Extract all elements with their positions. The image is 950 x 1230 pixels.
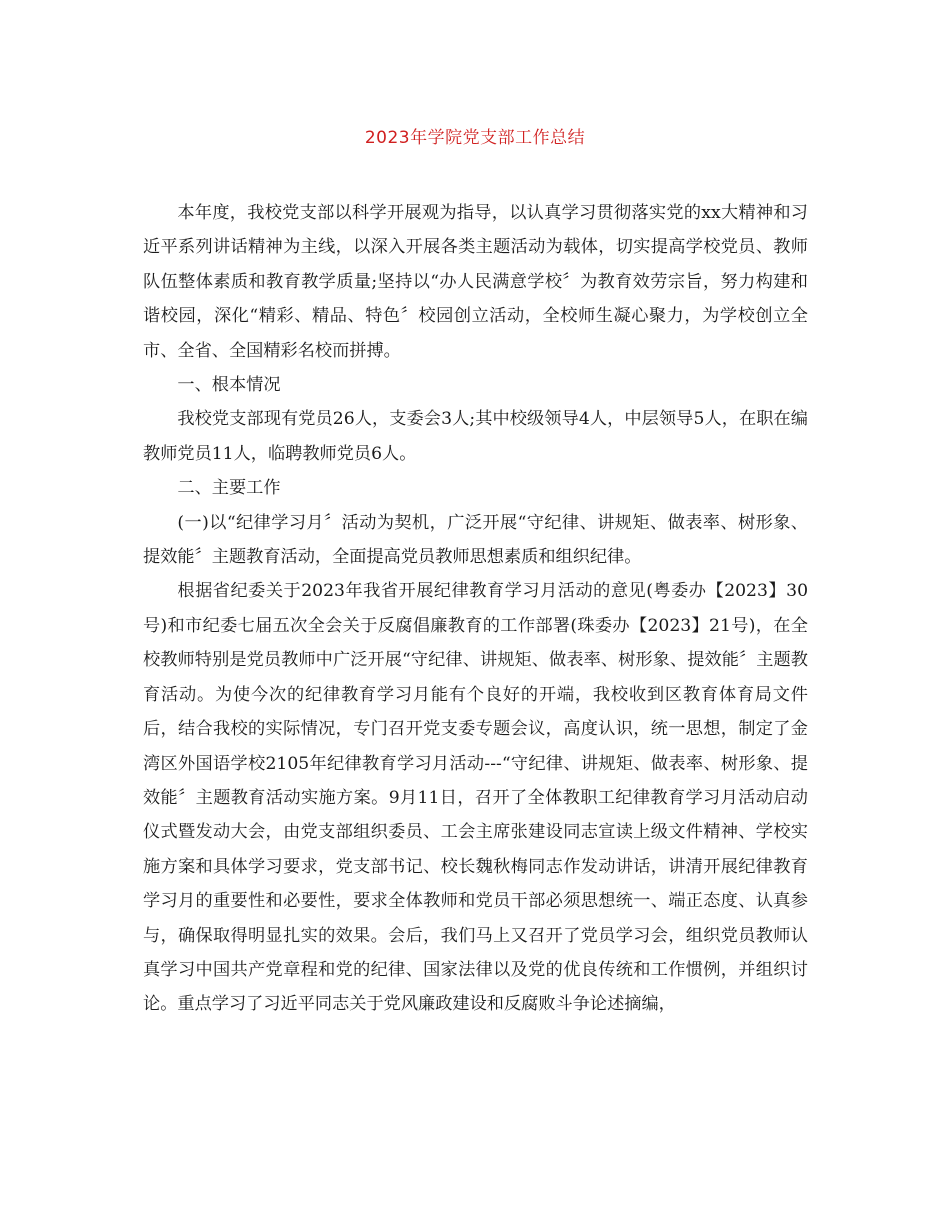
paragraph-intro: 本年度，我校党支部以科学开展观为指导，以认真学习贯彻落实党的xx大精神和习近平系列讲话精神为主线，以深入开展各类主题活动为载体，切实提高学校党员、教师队伍整体素质和教育教学质量;坚持以“办人民满意学校〞为教育效劳宗旨，努力构建和谐校园，深化“精彩、精品、特色〞校园创立活动，全校师生凝心聚力，为学校创立全市、全省、全国精彩名校而拼搏。 (143, 203, 808, 361)
subsection-heading-discipline-month: (一)以“纪律学习月〞活动为契机，广泛开展“守纪律、讲规矩、做表率、树形象、提效能〞主题教育活动，全面提高党员教师思想素质和组织纪律。 (143, 512, 808, 568)
document-title: 2023年学院党支部工作总结 (364, 128, 586, 148)
section-heading-basic-situation: 一、根本情况 (177, 375, 281, 396)
paragraph-discipline-details: 根据省纪委关于2023年我省开展纪律教育学习月活动的意见(粤委办【2023】30号)和市纪委七届五次全会关于反腐倡廉教育的工作部署(珠委办【2023】21号)，在全校教师特别是党员教师中广泛开展“守纪律、讲规矩、做表率、树形象、提效能〞主题教育活动。为使今次的纪律教育学习月能有个良好的开端，我校收到区教育体育局文件后，结合我校的实际情况，专门召开党支委专题会议，高度认识，统一思想，制定了金湾区外国语学校2105年纪律教育学习月活动---“守纪律、讲规矩、做表率、树形象、提效能〞主题教育活动实施方案。9月11日，召开了全体教职工纪律教育学习月活动启动仪式暨发动大会，由党支部组织委员、工会主席张建设同志宣读上级文件精神、学校实施方案和具体学习要求，党支部书记、校长魏秋梅同志作发动讲话，讲清开展纪律教育学习月的重要性和必要性，要求全体教师和党员干部必须思想统一、端正态度、认真参与，确保取得明显扎实的效果。会后，我们马上又召开了党员学习会，组织党员教师认真学习中国共产党章程和党的纪律、国家法律以及党的优良传统和工作惯例，并组织讨论。重点学习了习近平同志关于党风廉政建设和反腐败斗争论述摘编， (143, 581, 808, 1015)
paragraph-member-stats: 我校党支部现有党员26人，支委会3人;其中校级领导4人，中层领导5人，在职在编教师党员11人，临聘教师党员6人。 (143, 409, 808, 464)
document-body (143, 196, 808, 1022)
section-heading-main-work: 二、主要工作 (177, 478, 281, 499)
